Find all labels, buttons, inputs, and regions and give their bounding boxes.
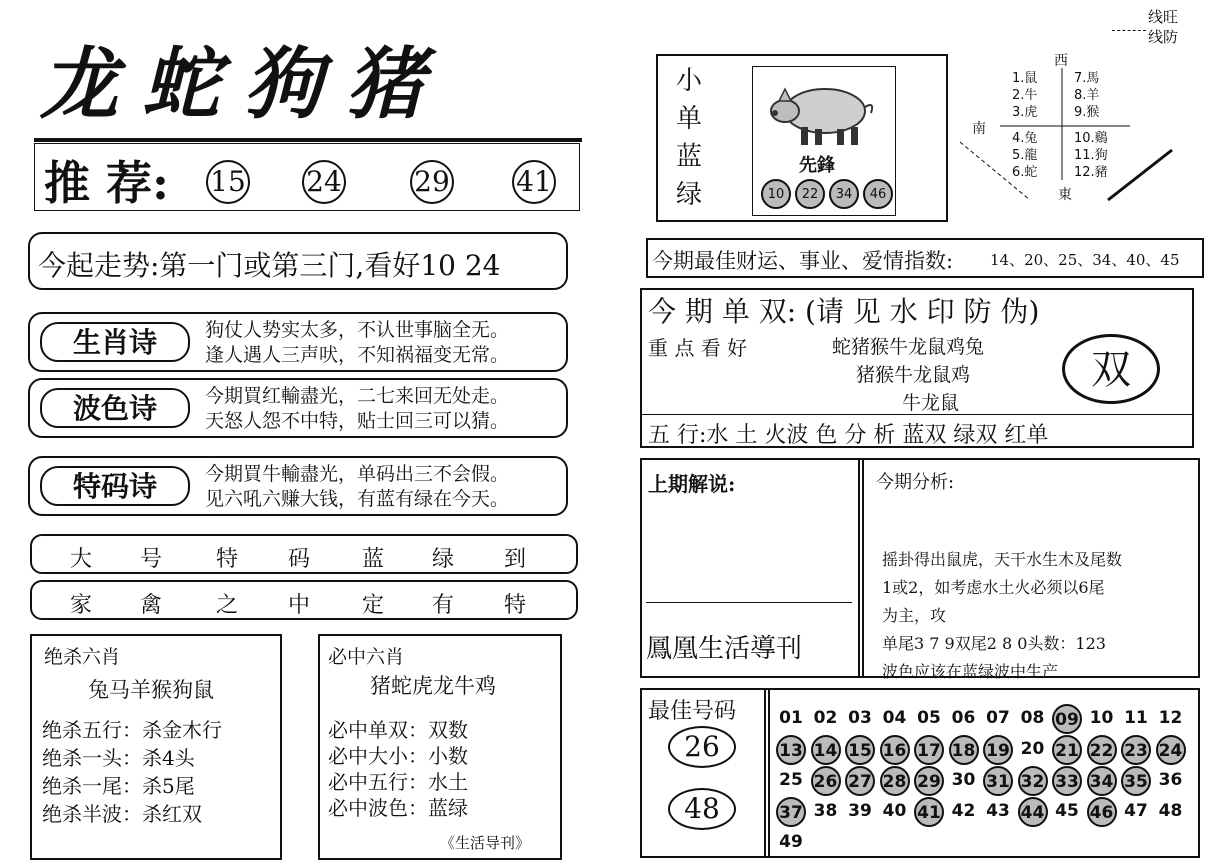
number-ball: 19: [983, 735, 1013, 765]
poem-line: 今期買牛輸盡光，单码出三不会假。: [205, 463, 510, 485]
odd-even-line: 蛇猪猴牛龙鼠鸡兔: [832, 336, 985, 358]
compass-diagram: [960, 50, 1200, 230]
number-ball: 18: [949, 735, 979, 765]
pig-picture-frame: [752, 66, 896, 216]
number-ball: 10: [1089, 708, 1114, 728]
compass-zodiac: 8.羊: [1074, 88, 1100, 103]
analysis-line: 1或2，如考虑水土火必须以6尾: [882, 578, 1105, 597]
number-ball: 36: [1158, 770, 1183, 790]
poem-line: 天怒人怨不中特，贴士回三可以猜。: [205, 410, 510, 432]
must-footer: 《生活导刊》: [440, 834, 531, 852]
compass-zodiac: 3.虎: [1012, 105, 1038, 120]
poem-line: 狗仗人势实太多，不认世事脑全无。: [205, 319, 510, 341]
must-line: 必中单双：双数: [328, 718, 468, 742]
title-divider: [34, 138, 582, 142]
number-ball: 22: [1087, 735, 1117, 765]
number-ball: 30: [951, 770, 976, 790]
pig-side-char: 单: [676, 104, 703, 134]
number-ball: 20: [1020, 739, 1045, 759]
must-box: [318, 634, 562, 860]
number-ball: 38: [813, 801, 838, 821]
lucky-values: 14、20、25、34、40、45: [990, 251, 1180, 269]
number-ball: 25: [779, 770, 803, 790]
poem-label: 特码诗: [40, 466, 190, 506]
corner-line1: 线旺: [1148, 8, 1179, 26]
number-ball: 37: [776, 797, 806, 827]
must-line: 必中五行：水土: [328, 770, 468, 794]
number-ball: 31: [983, 766, 1013, 796]
kill-line: 绝杀一头：杀4头: [42, 746, 195, 770]
pig-ball: 22: [795, 179, 825, 209]
number-ball: 07: [986, 708, 1010, 728]
pig-ball: 46: [863, 179, 893, 209]
compass-zodiac: 11.狗: [1074, 148, 1108, 163]
number-ball: 44: [1018, 797, 1048, 827]
kill-line: 绝杀一尾：杀5尾: [42, 774, 195, 798]
slogan-char: 有: [432, 593, 455, 618]
compass-east: 東: [1058, 187, 1072, 203]
compass-zodiac: 9.猴: [1074, 105, 1100, 120]
slogan-char: 中: [288, 593, 311, 618]
pig-caption: 先鋒: [799, 155, 835, 176]
slogan-row-1: [30, 534, 578, 574]
recommend-number: 41: [512, 160, 556, 204]
pig-side-char: 蓝: [676, 142, 703, 172]
compass-west: 西: [1054, 53, 1068, 69]
compass-zodiac: 10.鷄: [1074, 131, 1108, 146]
number-ball: 08: [1020, 708, 1045, 728]
slogan-char: 到: [504, 547, 527, 572]
best-pick: 48: [668, 788, 736, 830]
kill-line: 绝杀半波：杀红双: [42, 802, 202, 826]
kill-title: 绝杀六肖: [44, 646, 121, 668]
number-ball: 23: [1121, 735, 1151, 765]
best-numbers-box: [640, 688, 1200, 858]
number-ball: 21: [1052, 735, 1082, 765]
poem-line: 今期買红輸盡光，二七来回无处走。: [205, 385, 510, 407]
this-period-label: 今期分析:: [876, 472, 955, 493]
number-ball: 17: [914, 735, 944, 765]
best-label: 最佳号码: [648, 699, 737, 724]
number-ball: 16: [880, 735, 910, 765]
analysis-line: 波色应该在蓝绿波中生产: [882, 662, 1059, 681]
odd-even-box: [640, 288, 1194, 448]
slogan-char: 家: [70, 593, 93, 618]
best-pick: 26: [668, 726, 736, 768]
number-ball: 04: [882, 708, 907, 728]
compass-south: 南: [972, 121, 986, 137]
compass-zodiac: 6.蛇: [1012, 165, 1038, 180]
number-ball: 06: [951, 708, 976, 728]
poem-label: 生肖诗: [40, 322, 190, 362]
number-ball: 41: [914, 797, 944, 827]
pig-ball: 34: [829, 179, 859, 209]
odd-even-focus-label: 重 点 看 好: [648, 336, 748, 360]
slogan-char: 号: [140, 547, 163, 572]
must-line: 必中波色：蓝绿: [328, 796, 468, 820]
slogan-char: 蓝: [362, 547, 385, 572]
number-ball: 01: [779, 708, 803, 728]
special-code-poem-box: [28, 456, 568, 516]
number-ball: 33: [1052, 766, 1082, 796]
number-grid: [776, 704, 1196, 854]
compass-zodiac: 2.牛: [1012, 88, 1038, 103]
compass-zodiac: 4.兔: [1012, 131, 1038, 146]
corner-dash: [1112, 30, 1146, 31]
number-ball: 42: [951, 801, 976, 821]
page-title: 龙蛇狗猪: [40, 39, 449, 130]
color-poem-box: [28, 378, 568, 438]
compass-zodiac: 1.鼠: [1012, 71, 1038, 86]
number-ball: 12: [1158, 708, 1183, 728]
number-ball: 49: [779, 832, 803, 852]
wuxing-line: 五 行:水 土 火波 色 分 析 蓝双 绿双 红单: [648, 423, 1049, 448]
number-ball: 43: [986, 801, 1010, 821]
kill-line: 绝杀五行：杀金木行: [42, 718, 222, 742]
number-ball: 28: [880, 766, 910, 796]
analysis-line: 单尾3 7 9双尾2 8 0头数：123: [882, 634, 1106, 653]
slogan-char: 定: [362, 593, 385, 618]
number-ball: 40: [882, 801, 907, 821]
lucky-label: 今期最佳财运、事业、爱情指数:: [652, 249, 954, 273]
zodiac-poem-box: [28, 312, 568, 372]
odd-even-line: 猪猴牛龙鼠鸡: [856, 364, 971, 386]
number-ball: 11: [1124, 708, 1148, 728]
number-ball: 35: [1121, 766, 1151, 796]
recommend-number: 29: [410, 160, 454, 204]
recommend-label: 推 荐:: [44, 156, 169, 210]
number-ball: 24: [1156, 735, 1186, 765]
number-ball: 39: [848, 801, 872, 821]
must-title: 必中六肖: [328, 646, 405, 668]
number-ball: 46: [1087, 797, 1117, 827]
brand-name: 鳳凰生活導刊: [646, 634, 803, 664]
number-ball: 27: [845, 766, 875, 796]
number-ball: 32: [1018, 766, 1048, 796]
number-ball: 05: [917, 708, 941, 728]
number-ball: 13: [776, 735, 806, 765]
slogan-char: 禽: [140, 593, 163, 618]
pig-side-char: 小: [676, 66, 703, 96]
poem-label: 波色诗: [40, 388, 190, 428]
analysis-line: 摇卦得出鼠虎，天干水生木及尾数: [882, 550, 1123, 569]
number-ball: 45: [1055, 801, 1079, 821]
number-ball: 26: [811, 766, 841, 796]
last-period-label: 上期解说:: [648, 472, 736, 496]
number-ball: 14: [811, 735, 841, 765]
analysis-box: [640, 458, 1200, 681]
lucky-index-box: [646, 238, 1204, 278]
number-ball: 15: [845, 735, 875, 765]
number-ball: 02: [813, 708, 838, 728]
recommend-number: 24: [302, 160, 346, 204]
odd-even-title: 今 期 单 双: (请 见 水 印 防 伪): [648, 295, 1040, 328]
slogan-char: 码: [288, 547, 311, 572]
slogan-char: 特: [216, 547, 239, 572]
slogan-char: 大: [70, 547, 93, 572]
slogan-row-2: [30, 580, 578, 620]
odd-even-answer: 双: [1062, 334, 1160, 404]
kill-box: [30, 634, 282, 860]
compass-zodiac: 7.馬: [1074, 71, 1100, 86]
compass-zodiac: 5.龍: [1012, 148, 1038, 163]
number-ball: 03: [848, 708, 872, 728]
number-ball: 47: [1124, 801, 1148, 821]
slogan-char: 之: [216, 593, 239, 618]
trend-text: 今起走势:第一门或第三门,看好10 24: [38, 249, 501, 282]
corner-line2: 线防: [1148, 28, 1179, 46]
number-ball: 09: [1052, 704, 1082, 734]
poem-line: 逢人遇人三声吠，不知祸福变无常。: [205, 344, 510, 366]
must-line: 必中大小：小数: [328, 744, 468, 768]
number-ball: 29: [914, 766, 944, 796]
must-zodiacs: 猪蛇虎龙牛鸡: [370, 674, 496, 698]
odd-even-line: 牛龙鼠: [902, 392, 960, 414]
slogan-char: 绿: [432, 547, 455, 572]
slogan-char: 特: [504, 593, 527, 618]
kill-zodiacs: 兔马羊猴狗鼠: [88, 678, 214, 702]
number-ball: 48: [1158, 801, 1183, 821]
recommend-number: 15: [206, 160, 250, 204]
compass-zodiac: 12.豬: [1074, 165, 1108, 180]
poem-line: 见六吼六赚大钱，有蓝有绿在今天。: [205, 488, 510, 510]
pig-ball: 10: [761, 179, 791, 209]
analysis-line: 为主，攻: [882, 606, 947, 625]
number-ball: 34: [1087, 766, 1117, 796]
pig-icon: [753, 71, 893, 151]
pig-side-char: 绿: [676, 180, 703, 210]
